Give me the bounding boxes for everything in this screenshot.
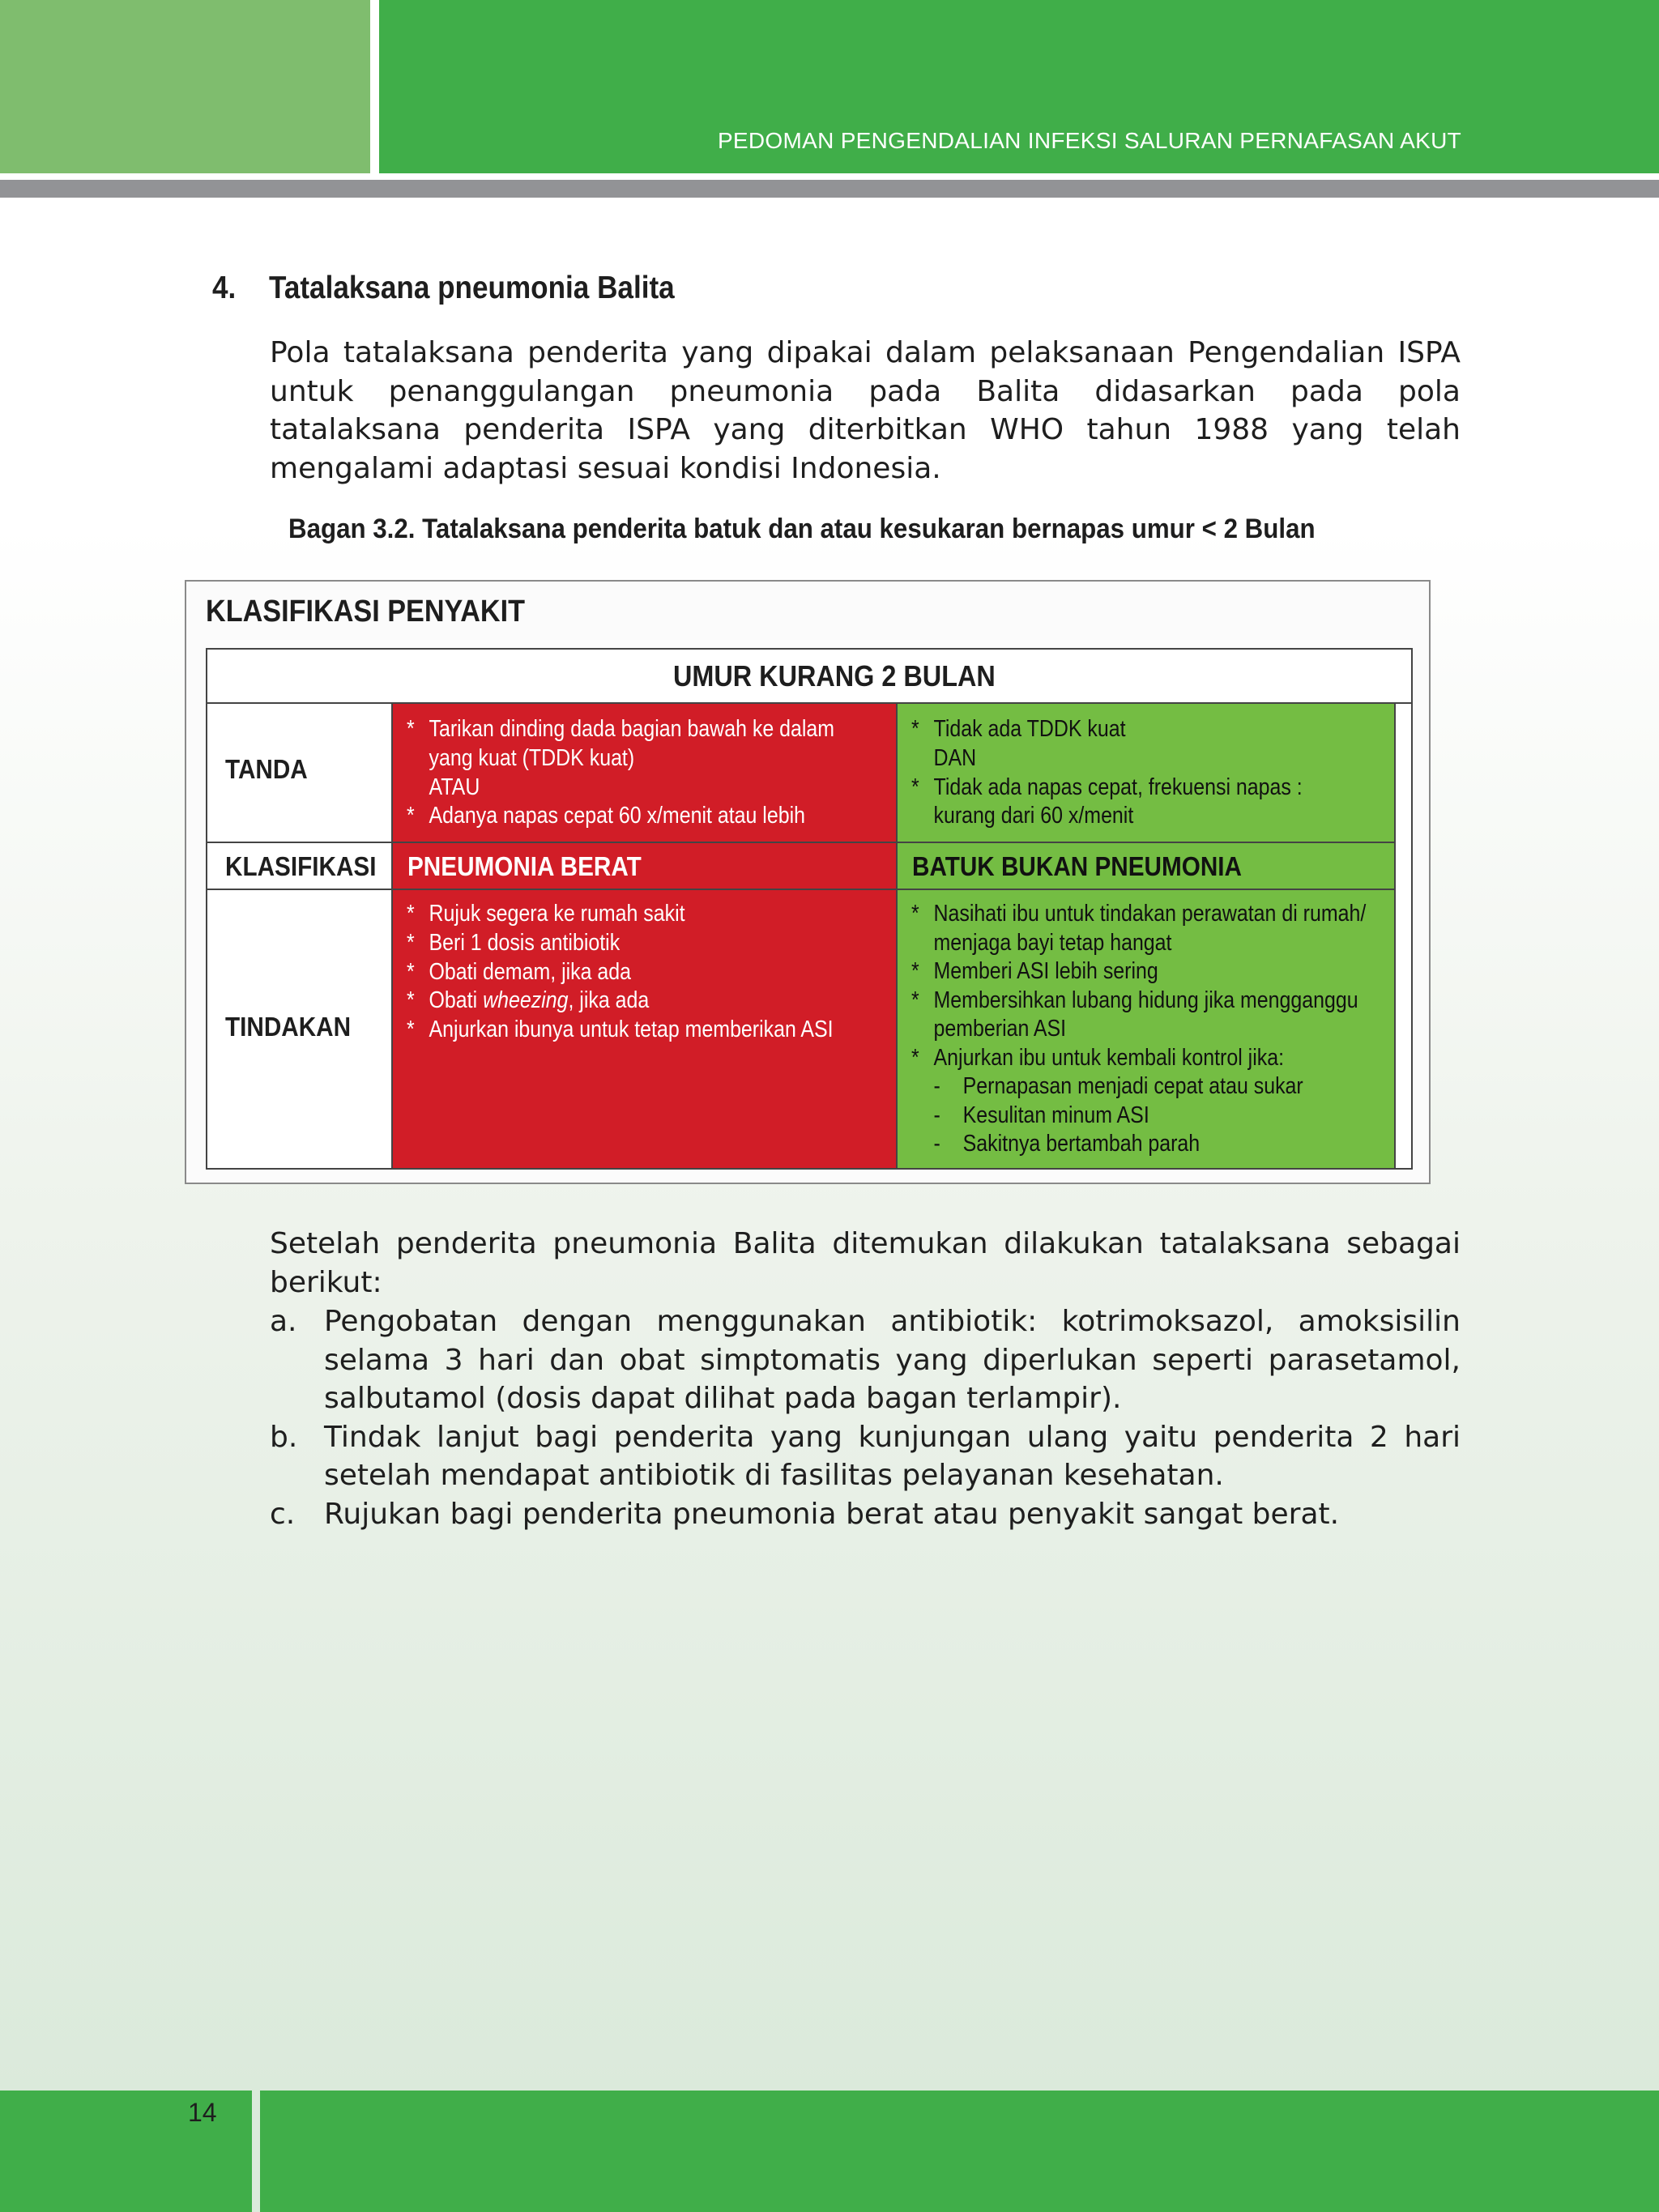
green-klasifikasi-cell (898, 843, 1396, 890)
green-tindakan-cell (898, 890, 1396, 1168)
classification-figure (185, 580, 1431, 1184)
section-title: Tatalaksana pneumonia Balita (269, 271, 675, 305)
green-tanda-cell (898, 704, 1396, 843)
classification-table (206, 648, 1413, 1170)
red-tanda-item: * Tarikan dinding dada bagian bawah ke dalam (407, 716, 835, 742)
header-left-block (0, 0, 370, 173)
red-tanda-cell (393, 704, 896, 843)
label-klasifikasi-cell (207, 843, 393, 890)
green-tindakan-subitem: - Kesulitan minum ASI (933, 1102, 1149, 1128)
figure-title: KLASIFIKASI PENYAKIT (206, 595, 525, 629)
green-tindakan-item: * Memberi ASI lebih sering (911, 958, 1158, 984)
footer-right-block (260, 2091, 1659, 2212)
green-tanda-item: * Tidak ada napas cepat, frekuensi napas : (911, 774, 1303, 800)
green-tindakan-subitem: - Pernapasan menjadi cepat atau sukar (933, 1073, 1303, 1099)
followup-list (270, 1302, 1461, 1533)
red-tanda-connector: ATAU (429, 774, 480, 800)
red-tindakan-item: * Obati wheezing, jika ada (407, 987, 650, 1014)
figure-caption: Bagan 3.2. Tatalaksana penderita batuk dan atau kesukaran bernapas umur < 2 Bulan (288, 514, 1316, 544)
green-tindakan-subitem: - Sakitnya bertambah parah (933, 1131, 1201, 1157)
header-divider (0, 180, 1659, 198)
red-tanda-item: * Adanya napas cepat 60 x/menit atau lebih (407, 803, 806, 829)
red-klasifikasi-cell (393, 843, 896, 890)
green-tanda-item: * Tidak ada TDDK kuat (911, 716, 1126, 742)
red-tindakan-item: * Rujuk segera ke rumah sakit (407, 901, 685, 927)
green-tindakan-item-cont: pemberian ASI (933, 1016, 1067, 1042)
green-tindakan-item: * Membersihkan lubang hidung jika mengganggu (911, 987, 1358, 1013)
row-label-klasifikasi: KLASIFIKASI (225, 851, 377, 881)
age-header: UMUR KURANG 2 BULAN (673, 659, 996, 693)
section-number: 4. (212, 271, 237, 305)
classification-pneumonia-berat: PNEUMONIA BERAT (407, 851, 642, 881)
list-item: a. Pengobatan dengan menggunakan antibiotik: kotrimoksazol, amoksisilin selama 3 hari dan obat simptomatis yang diperlukan seperti parasetamol, salbutamol (dosis dapat dilihat pada bagan terlampir). (270, 1305, 1461, 1415)
intro-paragraph: Pola tatalaksana penderita yang dipakai dalam pelaksanaan Pengendalian ISPA untuk penanggulangan pneumonia pada Balita didasarkan pada pola tatalaksana penderita ISPA yang diterbitkan WHO tahun 1988 yang telah mengalami adaptasi sesuai kondisi Indonesia. (270, 336, 1461, 485)
list-item: b. Tindak lanjut bagi penderita yang kunjungan ulang yaitu penderita 2 hari setelah mendapat antibiotik di fasilitas pelayanan kesehatan. (270, 1420, 1461, 1492)
green-tindakan-item-cont: menjaga bayi tetap hangat (933, 929, 1172, 956)
green-tindakan-item: * Anjurkan ibu untuk kembali kontrol jika: (911, 1044, 1285, 1071)
label-tindakan-cell (207, 890, 393, 1168)
red-tindakan-item: * Anjurkan ibunya untuk tetap memberikan ASI (407, 1016, 834, 1043)
followup-intro: Setelah penderita pneumonia Balita ditemukan dilakukan tatalaksana sebagai berikut: (270, 1227, 1461, 1299)
header-title: PEDOMAN PENGENDALIAN INFEKSI SALURAN PERNAFASAN AKUT (717, 128, 1461, 153)
red-tindakan-item: * Beri 1 dosis antibiotik (407, 929, 621, 956)
red-tindakan-cell (393, 890, 896, 1168)
row-label-tanda: TANDA (225, 754, 308, 784)
age-header-cell (207, 650, 1411, 704)
red-tindakan-item: * Obati demam, jika ada (407, 958, 632, 985)
green-tanda-connector: DAN (933, 744, 977, 771)
red-tanda-item-cont: yang kuat (TDDK kuat) (429, 744, 635, 771)
label-tanda-cell (207, 704, 393, 843)
green-tanda-item-cont: kurang dari 60 x/menit (933, 803, 1134, 829)
classification-batuk-bukan-pneumonia: BATUK BUKAN PNEUMONIA (912, 851, 1242, 881)
green-tindakan-item: * Nasihati ibu untuk tindakan perawatan di rumah/ (911, 901, 1367, 927)
page-number: 14 (188, 2098, 217, 2127)
list-item: c. Rujukan bagi penderita pneumonia berat atau penyakit sangat berat. (270, 1497, 1340, 1531)
row-label-tindakan: TINDAKAN (225, 1012, 352, 1042)
